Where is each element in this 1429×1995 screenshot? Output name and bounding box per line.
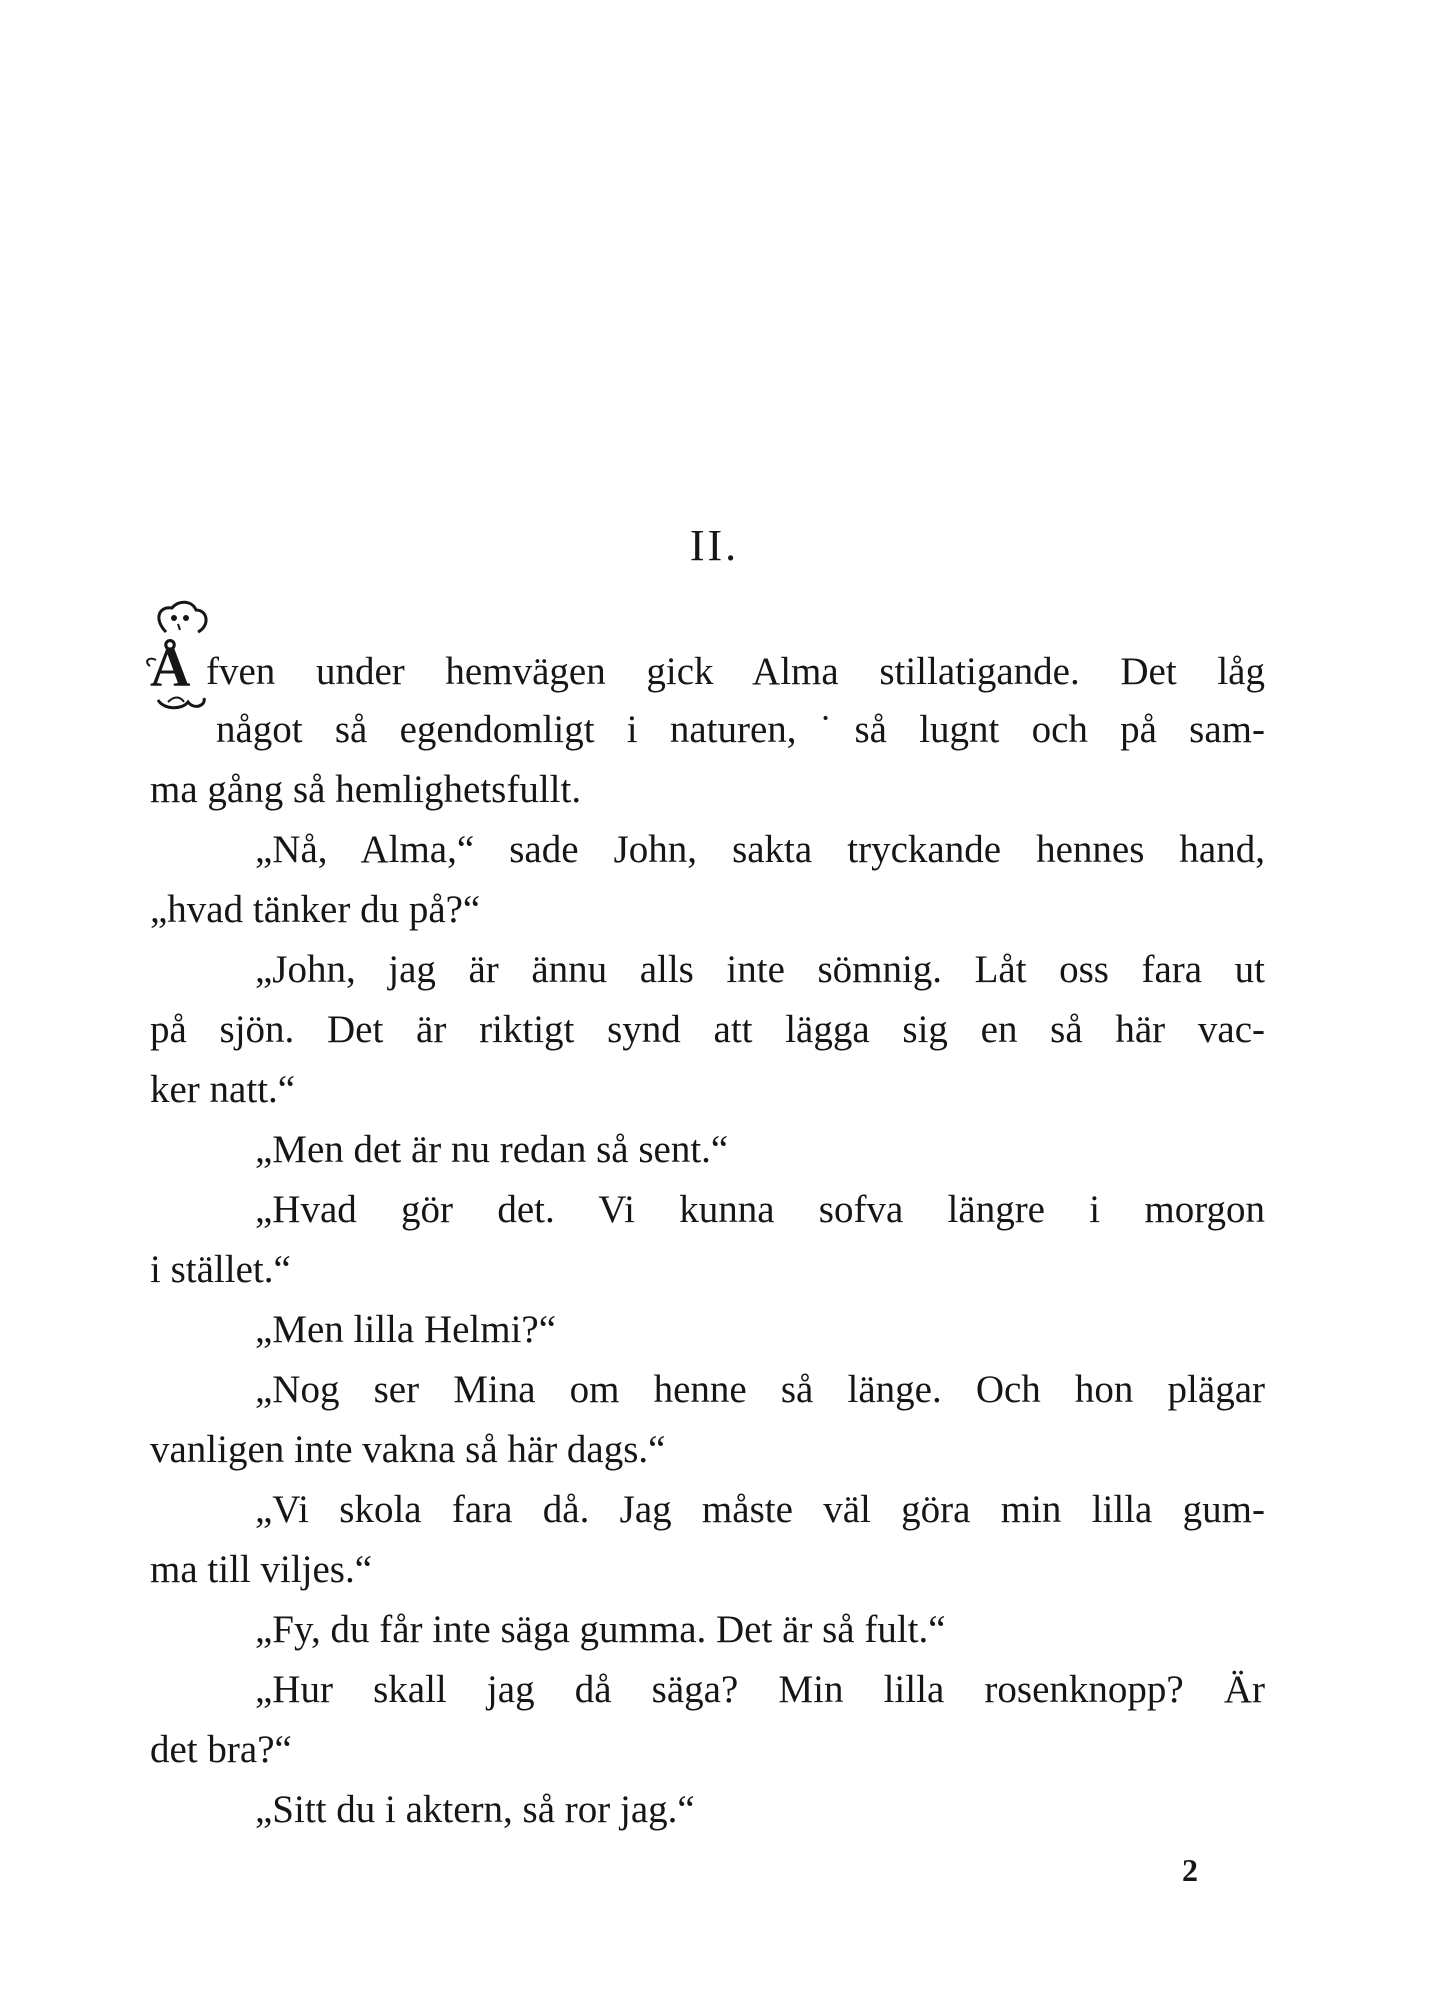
text-line: „Men lilla Helmi?“	[255, 1308, 557, 1351]
page-number: 2	[1182, 1852, 1198, 1888]
chapter-heading: II.	[689, 521, 740, 570]
initial-letter: Å	[150, 637, 191, 699]
text-line: i stället.“	[150, 1248, 291, 1291]
text-line: „Nog ser Mina om henne så länge. Och hon plägar	[255, 1368, 1265, 1411]
text-line: „Fy, du får inte säga gumma. Det är så fult.“	[255, 1608, 946, 1651]
body-text	[150, 637, 1265, 1840]
text-line: „Hvad gör det. Vi kunna sofva längre i morgon	[255, 1188, 1265, 1231]
text-line: „hvad tänker du på?“	[150, 888, 481, 931]
text-line: „Vi skola fara då. Jag måste väl göra min lilla gum-	[255, 1488, 1265, 1531]
text-line: „Nå, Alma,“ sade John, sakta tryckande hennes hand,	[255, 828, 1265, 871]
ornament-flourish-icon	[144, 602, 214, 718]
text-line: „Hur skall jag då säga? Min lilla rosenknopp? Är	[255, 1668, 1265, 1711]
text-line: ker natt.“	[150, 1068, 296, 1111]
text-line: vanligen inte vakna så här dags.“	[150, 1428, 666, 1471]
text-line: „Men det är nu redan så sent.“	[255, 1128, 729, 1171]
text-line: ma till viljes.“	[150, 1548, 373, 1591]
text-line: ma gång så hemlighetsfullt.	[150, 768, 582, 811]
text-line: på sjön. Det är riktigt synd att lägga sig en så här vac-	[150, 1008, 1265, 1051]
text-line-content: fven under hemvägen gick Alma stillatigande. Det låg	[206, 650, 1265, 693]
text-line	[150, 637, 1265, 700]
text-line: „John, jag är ännu alls inte sömnig. Låt oss fara ut	[255, 948, 1265, 991]
text-line: „Sitt du i aktern, så ror jag.“	[255, 1788, 695, 1831]
text-line: det bra?“	[150, 1728, 292, 1771]
text-line: något så egendomligt i naturen,˙så lugnt och på sam-	[216, 708, 1265, 751]
ornamental-initial	[150, 637, 206, 699]
